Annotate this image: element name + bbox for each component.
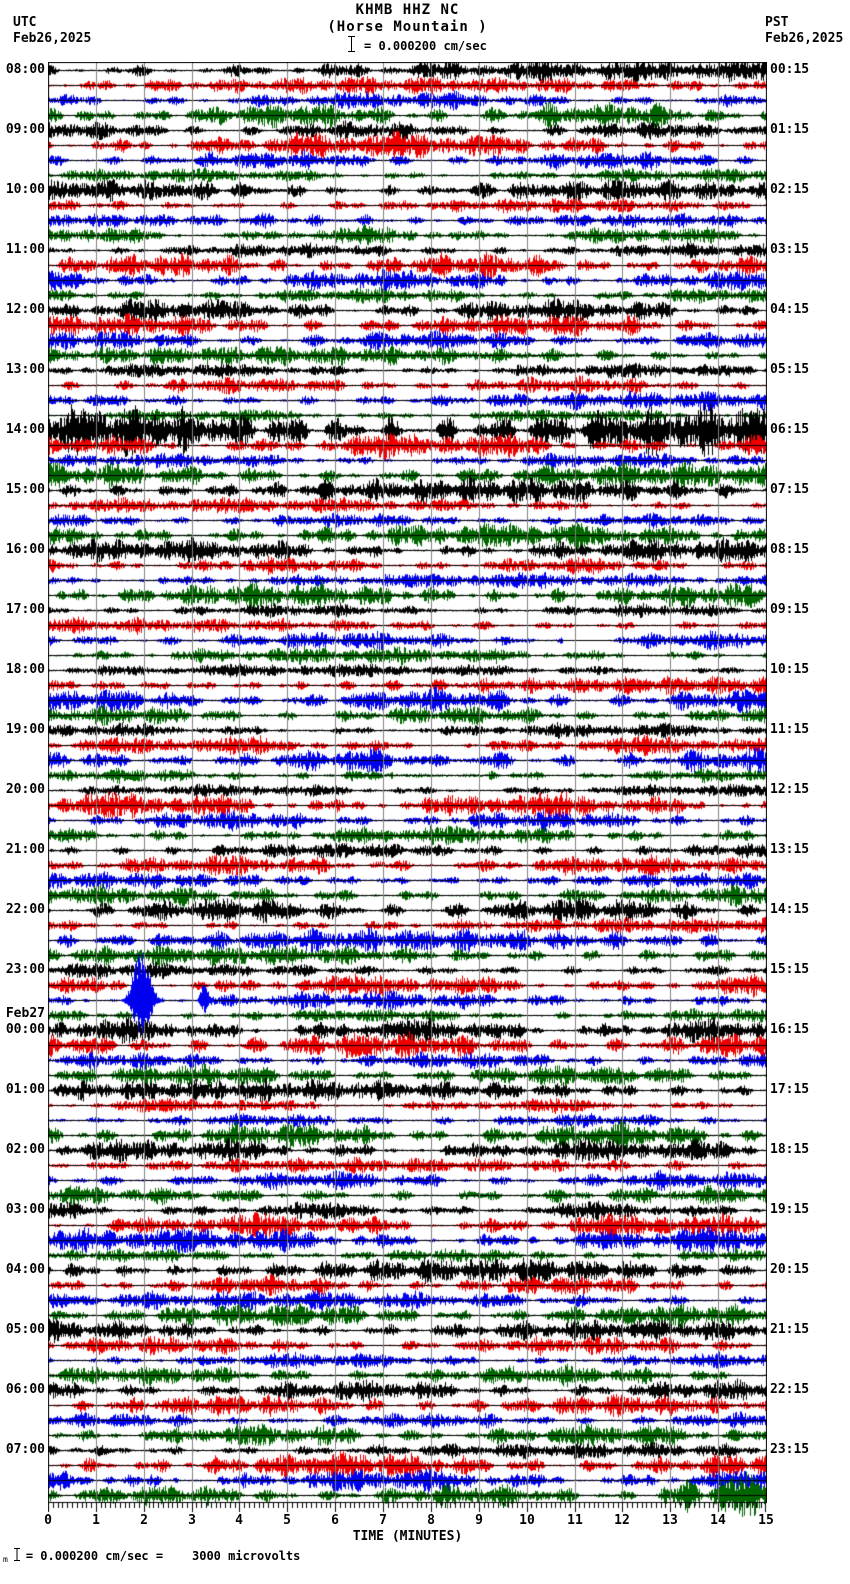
pst-hour-label: 17:15 <box>770 1082 810 1097</box>
utc-hour-label: 05:00 <box>5 1322 45 1337</box>
axis-tick-label: 9 <box>475 1513 483 1528</box>
utc-hour-label: 13:00 <box>5 362 45 377</box>
utc-hour-label: 00:00 <box>5 1022 45 1037</box>
pst-hour-label: 00:15 <box>770 62 810 77</box>
axis-tick-label: 0 <box>44 1513 52 1528</box>
scale-bar-icon <box>347 35 356 57</box>
pst-label: PST <box>765 15 789 30</box>
utc-hour-label: 09:00 <box>5 122 45 137</box>
seismogram-canvas <box>48 62 767 1518</box>
axis-tick-label: 5 <box>283 1513 291 1528</box>
utc-hour-label: 11:00 <box>5 242 45 257</box>
axis-tick-label: 3 <box>188 1513 196 1528</box>
utc-hour-label: 02:00 <box>5 1142 45 1157</box>
pst-hour-label: 04:15 <box>770 302 810 317</box>
right-timezone-block <box>765 15 843 47</box>
utc-hour-label: 19:00 <box>5 722 45 737</box>
footer-pre-glyph: m <box>3 1555 8 1564</box>
utc-hour-label: 17:00 <box>5 602 45 617</box>
utc-hour-label: 14:00 <box>5 422 45 437</box>
left-timezone-block <box>13 15 91 47</box>
pst-hour-label: 02:15 <box>770 182 810 197</box>
utc-hour-label: 08:00 <box>5 62 45 77</box>
axis-tick-label: 8 <box>427 1513 435 1528</box>
pst-hour-label: 08:15 <box>770 542 810 557</box>
pst-hour-label: 21:15 <box>770 1322 810 1337</box>
pst-hour-label: 01:15 <box>770 122 810 137</box>
utc-hour-label: 06:00 <box>5 1382 45 1397</box>
pst-hour-label: 20:15 <box>770 1262 810 1277</box>
axis-tick-label: 7 <box>379 1513 387 1528</box>
pst-hour-label: 10:15 <box>770 662 810 677</box>
utc-hour-label: 10:00 <box>5 182 45 197</box>
axis-tick-label: 13 <box>662 1513 678 1528</box>
utc-hour-label: 18:00 <box>5 662 45 677</box>
utc-hour-label: 12:00 <box>5 302 45 317</box>
pst-hour-label: 14:15 <box>770 902 810 917</box>
pst-hour-label: 18:15 <box>770 1142 810 1157</box>
pst-hour-label: 11:15 <box>770 722 810 737</box>
x-axis-label: TIME (MINUTES) <box>352 1529 463 1544</box>
pst-hour-label: 09:15 <box>770 602 810 617</box>
pst-hour-label: 13:15 <box>770 842 810 857</box>
pst-date: Feb26,2025 <box>765 31 844 46</box>
pst-hour-label: 15:15 <box>770 962 810 977</box>
pst-hour-label: 07:15 <box>770 482 810 497</box>
pst-hour-label: 23:15 <box>770 1442 810 1457</box>
axis-tick-label: 12 <box>614 1513 630 1528</box>
date-break-label: Feb27 <box>5 1006 45 1021</box>
utc-hour-label: 01:00 <box>5 1082 45 1097</box>
footer-scale-line <box>3 1547 300 1565</box>
axis-tick-label: 15 <box>758 1513 774 1528</box>
axis-tick-label: 14 <box>710 1513 726 1528</box>
utc-label: UTC <box>13 15 37 30</box>
header-scale-text: = 0.000200 cm/sec <box>364 39 487 53</box>
axis-tick-label: 4 <box>235 1513 243 1528</box>
pst-hour-label: 19:15 <box>770 1202 810 1217</box>
pst-hour-label: 16:15 <box>770 1022 810 1037</box>
pst-hour-label: 12:15 <box>770 782 810 797</box>
footer-scale-bar-icon <box>13 1547 21 1566</box>
axis-tick-label: 11 <box>567 1513 583 1528</box>
utc-hour-label: 03:00 <box>5 1202 45 1217</box>
utc-hour-label: 07:00 <box>5 1442 45 1457</box>
utc-hour-label: 20:00 <box>5 782 45 797</box>
axis-tick-label: 2 <box>140 1513 148 1528</box>
pst-hour-label: 05:15 <box>770 362 810 377</box>
utc-hour-label: 15:00 <box>5 482 45 497</box>
axis-tick-label: 10 <box>519 1513 535 1528</box>
utc-hour-label: 22:00 <box>5 902 45 917</box>
pst-hour-label: 06:15 <box>770 422 810 437</box>
utc-hour-label: 23:00 <box>5 962 45 977</box>
pst-hour-label: 03:15 <box>770 242 810 257</box>
station-location: (Horse Mountain ) <box>327 19 488 35</box>
footer-scale-text: = 0.000200 cm/sec = 3000 microvolts <box>25 1549 301 1563</box>
axis-tick-label: 1 <box>92 1513 100 1528</box>
utc-hour-label: 21:00 <box>5 842 45 857</box>
station-title: KHMB HHZ NC <box>355 2 460 18</box>
pst-hour-label: 22:15 <box>770 1382 810 1397</box>
header-scale-line <box>347 36 487 56</box>
utc-hour-label: 04:00 <box>5 1262 45 1277</box>
axis-tick-label: 6 <box>331 1513 339 1528</box>
utc-hour-label: 16:00 <box>5 542 45 557</box>
utc-date: Feb26,2025 <box>13 31 92 46</box>
